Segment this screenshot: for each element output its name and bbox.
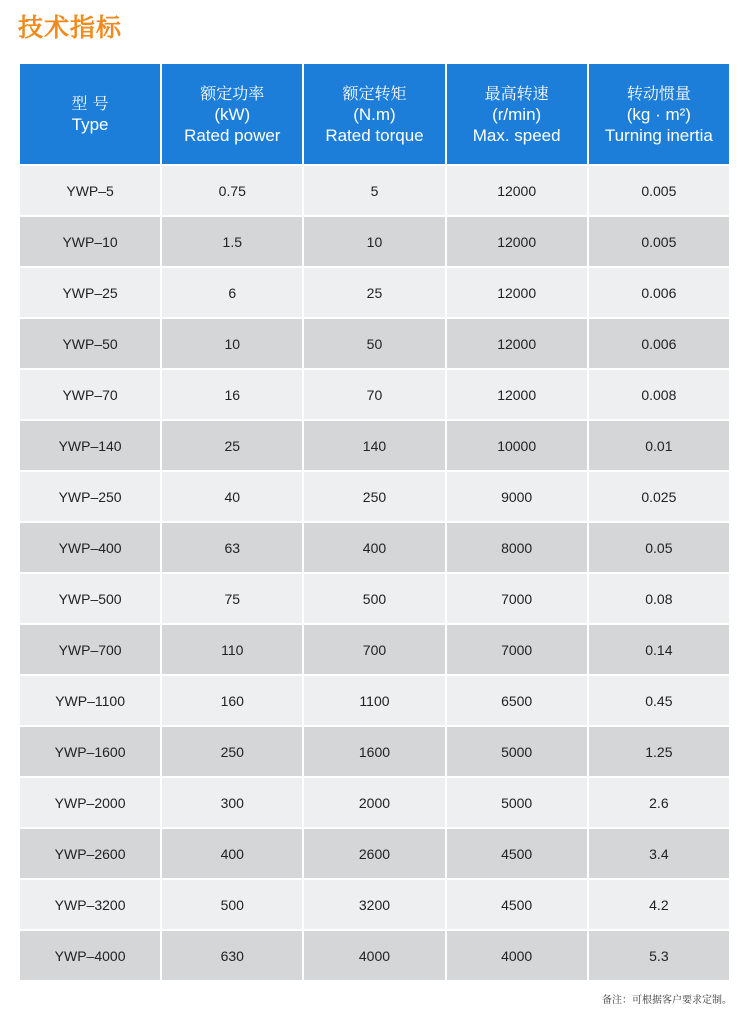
cell-rated-power: 400: [161, 828, 303, 879]
cell-rated-power: 300: [161, 777, 303, 828]
cell-max-speed: 7000: [446, 624, 588, 675]
table-row: [19, 369, 730, 420]
cell-type: YWP–250: [19, 471, 161, 522]
table-row: [19, 777, 730, 828]
cell-turning-inertia: 0.05: [588, 522, 730, 573]
header-max-speed-en: Max. speed: [472, 125, 561, 145]
table-row: [19, 471, 730, 522]
cell-type: YWP–500: [19, 573, 161, 624]
cell-rated-torque: 10: [303, 216, 445, 267]
table-row: [19, 879, 730, 930]
cell-rated-torque: 50: [303, 318, 445, 369]
header-rated-power-zh: 额定功率: [200, 83, 265, 103]
header-turning-inertia-en: Turning inertia: [604, 125, 713, 145]
cell-rated-torque: 2000: [303, 777, 445, 828]
cell-rated-power: 1.5: [161, 216, 303, 267]
cell-turning-inertia: 4.2: [588, 879, 730, 930]
cell-max-speed: 12000: [446, 165, 588, 216]
cell-type: YWP–140: [19, 420, 161, 471]
cell-type: YWP–50: [19, 318, 161, 369]
page-title: 技术指标: [18, 13, 123, 42]
cell-rated-torque: 5: [303, 165, 445, 216]
cell-max-speed: 12000: [446, 267, 588, 318]
table-row: [19, 420, 730, 471]
cell-rated-power: 0.75: [161, 165, 303, 216]
header-turning-inertia-unit: (kg · m²): [626, 104, 691, 124]
cell-rated-torque: 1100: [303, 675, 445, 726]
spec-table: [18, 62, 731, 982]
cell-type: YWP–400: [19, 522, 161, 573]
header-type: [19, 63, 161, 165]
cell-rated-torque: 500: [303, 573, 445, 624]
table-row: [19, 267, 730, 318]
cell-max-speed: 12000: [446, 216, 588, 267]
footnote: 备注：可根据客户要求定制。: [602, 995, 732, 1006]
cell-rated-power: 250: [161, 726, 303, 777]
cell-rated-power: 75: [161, 573, 303, 624]
cell-max-speed: 8000: [446, 522, 588, 573]
table-row: [19, 726, 730, 777]
cell-rated-power: 110: [161, 624, 303, 675]
cell-rated-torque: 400: [303, 522, 445, 573]
header-max-speed-unit: (r/min): [492, 104, 542, 124]
header-rated-torque-zh: 额定转矩: [342, 83, 407, 103]
cell-type: YWP–2600: [19, 828, 161, 879]
cell-max-speed: 9000: [446, 471, 588, 522]
cell-turning-inertia: 0.008: [588, 369, 730, 420]
cell-type: YWP–1100: [19, 675, 161, 726]
header-rated-power: [161, 63, 303, 165]
cell-rated-power: 6: [161, 267, 303, 318]
cell-rated-torque: 70: [303, 369, 445, 420]
table-row: [19, 624, 730, 675]
table-row: [19, 216, 730, 267]
cell-rated-power: 40: [161, 471, 303, 522]
cell-turning-inertia: 0.45: [588, 675, 730, 726]
header-max-speed: [446, 63, 588, 165]
cell-rated-power: 160: [161, 675, 303, 726]
cell-max-speed: 5000: [446, 777, 588, 828]
cell-type: YWP–25: [19, 267, 161, 318]
cell-rated-torque: 2600: [303, 828, 445, 879]
header-max-speed-zh: 最高转速: [484, 83, 549, 103]
table-row: [19, 930, 730, 981]
table-body: [19, 165, 730, 981]
cell-rated-power: 63: [161, 522, 303, 573]
cell-rated-power: 10: [161, 318, 303, 369]
cell-type: YWP–1600: [19, 726, 161, 777]
cell-max-speed: 4000: [446, 930, 588, 981]
header-type-en: Type: [71, 115, 109, 134]
header-turning-inertia-zh: 转动惯量: [626, 83, 691, 103]
table-row: [19, 318, 730, 369]
cell-rated-torque: 1600: [303, 726, 445, 777]
header-rated-torque-unit: (N.m): [353, 104, 396, 124]
cell-type: YWP–10: [19, 216, 161, 267]
cell-turning-inertia: 0.025: [588, 471, 730, 522]
cell-rated-torque: 700: [303, 624, 445, 675]
cell-rated-power: 500: [161, 879, 303, 930]
cell-rated-power: 630: [161, 930, 303, 981]
cell-turning-inertia: 5.3: [588, 930, 730, 981]
cell-turning-inertia: 0.006: [588, 267, 730, 318]
cell-rated-torque: 140: [303, 420, 445, 471]
cell-max-speed: 12000: [446, 318, 588, 369]
cell-type: YWP–4000: [19, 930, 161, 981]
cell-turning-inertia: 0.005: [588, 165, 730, 216]
header-rated-torque: [303, 63, 445, 165]
cell-turning-inertia: 0.006: [588, 318, 730, 369]
cell-type: YWP–2000: [19, 777, 161, 828]
cell-turning-inertia: 0.08: [588, 573, 730, 624]
header-rated-power-unit: (kW): [214, 104, 251, 124]
cell-max-speed: 6500: [446, 675, 588, 726]
cell-max-speed: 7000: [446, 573, 588, 624]
header-turning-inertia: [588, 63, 730, 165]
cell-type: YWP–3200: [19, 879, 161, 930]
cell-max-speed: 12000: [446, 369, 588, 420]
cell-type: YWP–70: [19, 369, 161, 420]
cell-turning-inertia: 0.14: [588, 624, 730, 675]
cell-turning-inertia: 1.25: [588, 726, 730, 777]
cell-type: YWP–5: [19, 165, 161, 216]
table-row: [19, 573, 730, 624]
cell-type: YWP–700: [19, 624, 161, 675]
header-type-zh: 型 号: [71, 94, 109, 113]
cell-turning-inertia: 2.6: [588, 777, 730, 828]
cell-rated-power: 25: [161, 420, 303, 471]
cell-max-speed: 5000: [446, 726, 588, 777]
cell-rated-torque: 3200: [303, 879, 445, 930]
cell-rated-torque: 25: [303, 267, 445, 318]
cell-rated-torque: 4000: [303, 930, 445, 981]
table-row: [19, 828, 730, 879]
cell-max-speed: 10000: [446, 420, 588, 471]
cell-rated-power: 16: [161, 369, 303, 420]
table-row: [19, 675, 730, 726]
table-header-row: [19, 63, 730, 165]
cell-rated-torque: 250: [303, 471, 445, 522]
cell-turning-inertia: 0.01: [588, 420, 730, 471]
table-row: [19, 165, 730, 216]
table-row: [19, 522, 730, 573]
cell-turning-inertia: 3.4: [588, 828, 730, 879]
cell-turning-inertia: 0.005: [588, 216, 730, 267]
cell-max-speed: 4500: [446, 828, 588, 879]
cell-max-speed: 4500: [446, 879, 588, 930]
header-rated-torque-en: Rated torque: [325, 125, 424, 145]
header-rated-power-en: Rated power: [184, 125, 281, 145]
